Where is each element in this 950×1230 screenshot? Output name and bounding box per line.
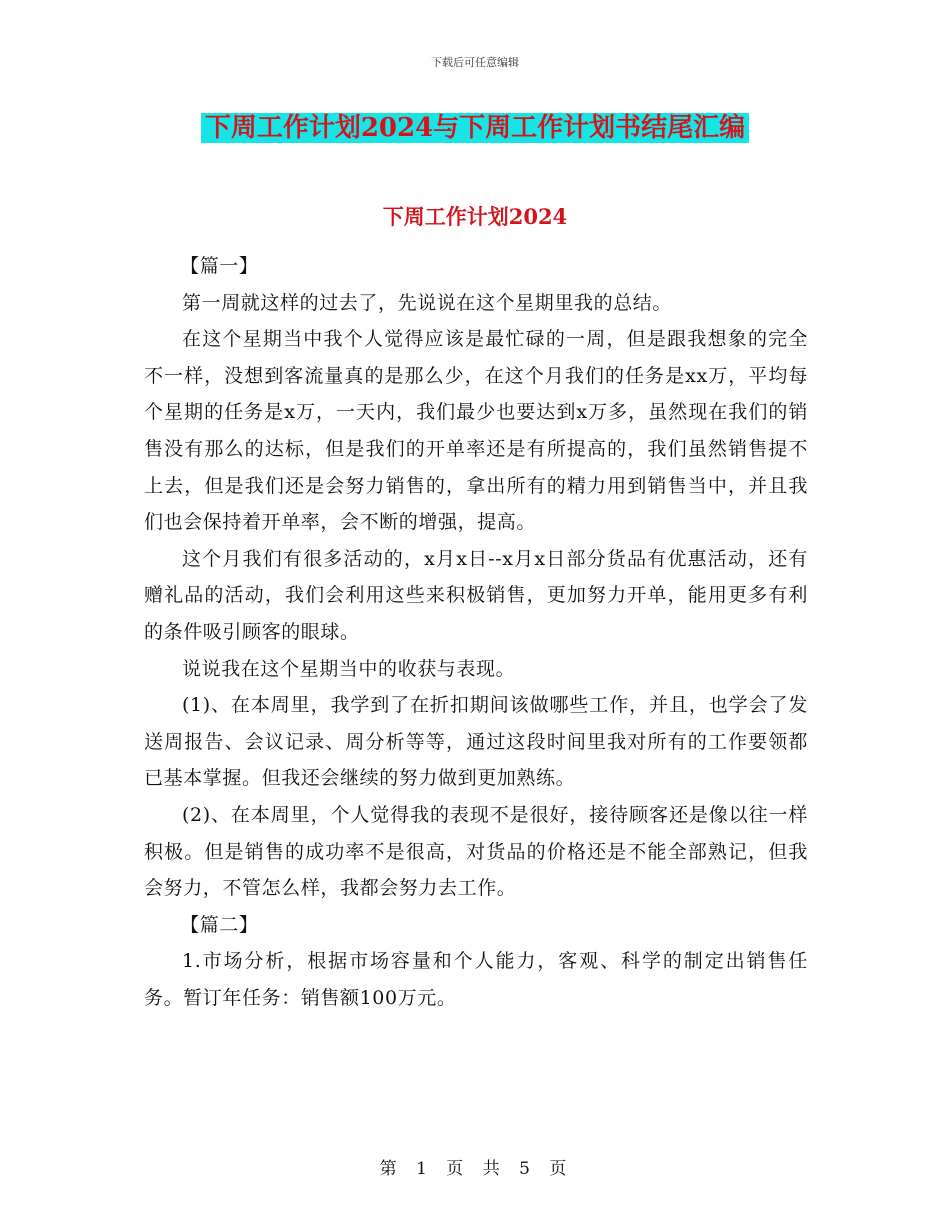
document-title (0, 110, 950, 146)
paragraph-7: 1.市场分析，根据市场容量和个人能力，客观、科学的制定出销售任务。暂订年任务：销售额100万元。 (144, 950, 808, 1009)
paragraph-2: 在这个星期当中我个人觉得应该是最忙碌的一周，但是跟我想象的完全不一样，没想到客流量真的是那么少，在这个月我们的任务是xx万，平均每个星期的任务是x万，一天内，我们最少也要达到x万多，虽然现在我们的销售没有那么的达标，但是我们的开单率还是有所提高的，我们虽然销售提不上去，但是我们还是会努力销售的，拿出所有的精力用到销售当中，并且我们也会保持着开单率，会不断的增强，提高。 (144, 328, 808, 534)
paragraph-3: 这个月我们有很多活动的，x月x日--x月x日部分货品有优惠活动，还有赠礼品的活动，我们会利用这些来积极销售，更加努力开单，能用更多有利的条件吸引顾客的眼球。 (144, 547, 808, 643)
section-heading-2: 【篇二】 (180, 913, 259, 936)
paragraph-5: (1)、在本周里，我学到了在折扣期间该做哪些工作，并且，也学会了发送周报告、会议记录、周分析等等，通过这段时间里我对所有的工作要领都已基本掌握。但我还会继续的努力做到更加熟练。 (144, 694, 808, 790)
header-note: 下载后可任意编辑 (431, 56, 519, 69)
paragraph-6: (2)、在本周里，个人觉得我的表现不是很好，接待顾客还是像以往一样积极。但是销售的成功率不是很高，对货品的价格还是不能全部熟记，但我会努力，不管怎么样，我都会努力去工作。 (144, 803, 808, 900)
paragraph-1: 第一周就这样的过去了，先说说在这个星期里我的总结。 (182, 291, 673, 314)
paragraph-4: 说说我在这个星期当中的收获与表现。 (182, 657, 516, 680)
document-title-text: 下周工作计划2024与下周工作计划书结尾汇编 (201, 113, 749, 143)
document-body (144, 248, 808, 1016)
page-number: 第 1 页 共 5 页 (379, 1159, 571, 1179)
section-heading-1: 【篇一】 (180, 255, 259, 277)
section-title: 下周工作计划2024 (382, 204, 568, 229)
